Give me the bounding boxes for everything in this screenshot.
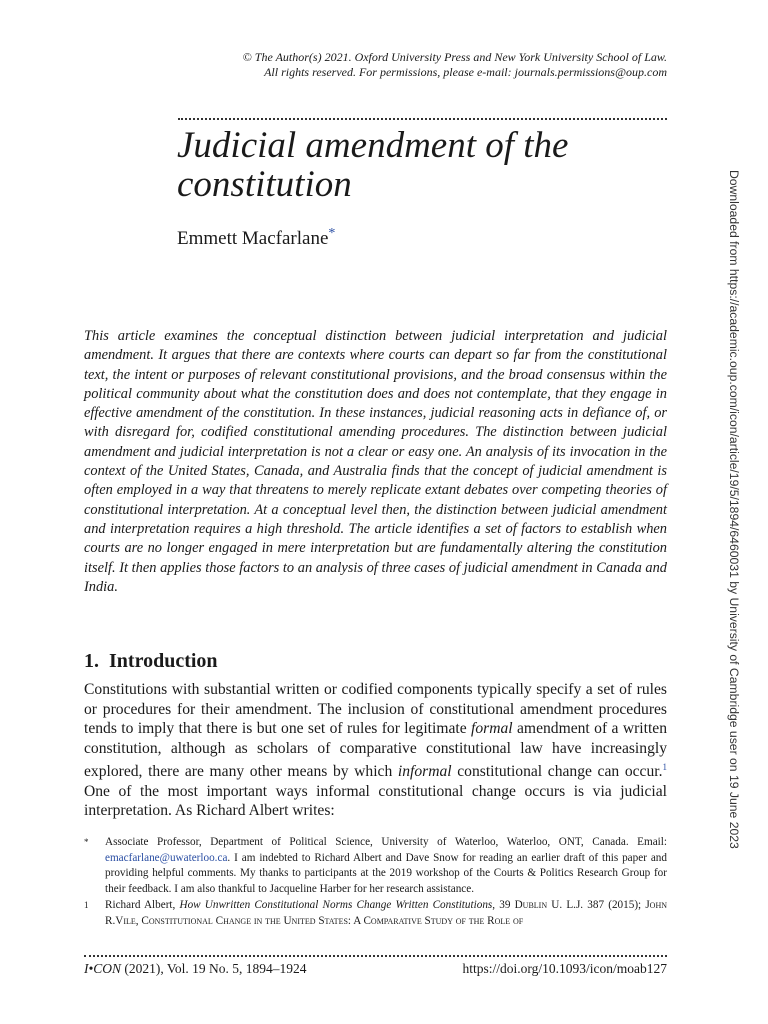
download-note: Downloaded from https://academic.oup.com/icon/article/19/5/1894/6460031 by University of Cambridge user on 19 June 2023 xyxy=(727,170,741,849)
volume-info: (2021), Vol. 19 No. 5, 1894–1924 xyxy=(120,961,307,976)
section-heading xyxy=(84,650,218,673)
footnote-cited-title: How Unwritten Constitutional Norms Change Written Constitutions xyxy=(179,899,493,912)
header-divider xyxy=(178,118,667,120)
footnotes xyxy=(84,835,667,931)
journal-abbreviation: I•CON xyxy=(84,961,121,976)
intro-emphasis-informal: informal xyxy=(397,763,452,780)
footnote-marker: * xyxy=(84,837,89,847)
section-number: 1. xyxy=(84,650,99,672)
copyright-line-1: © The Author(s) 2021. Oxford University Press and New York University School of Law. xyxy=(242,50,667,64)
intro-text-1: Constitutions with substantial written or codified components typically specify a set of rules or procedures for their amendment. The inclusion of constitutional amendment procedures tends to imply that there is but one set of rules for legitimate xyxy=(84,681,667,737)
copyright-line-2: All rights reserved. For permissions, please e-mail: journals.permissions@oup.com xyxy=(264,65,667,79)
footnote-cited-book: John R.Vile, Constitutional Change in the United States: A Comparative Study of the Role of xyxy=(105,899,667,927)
footnote-marker: 1 xyxy=(84,900,89,911)
article-title: Judicial amendment of the constitution xyxy=(177,125,569,205)
footnote-text: 387 (2015); xyxy=(583,899,646,912)
download-watermark xyxy=(727,170,747,860)
footnote-1 xyxy=(84,898,667,929)
journal-citation xyxy=(84,961,307,977)
intro-text-4: One of the most important ways informal constitutional change occurs is via judicial interpretation. As Richard Albert writes: xyxy=(84,782,667,819)
footnote-text: Richard Albert, xyxy=(105,899,180,912)
intro-text-3: constitutional change can occur. xyxy=(451,763,663,780)
author-footnote-link[interactable]: * xyxy=(328,226,336,241)
footnote-ref-1[interactable]: 1 xyxy=(662,762,667,772)
section-title: Introduction xyxy=(109,650,218,672)
author-name: Emmett Macfarlane xyxy=(177,228,329,249)
footnote-text: Associate Professor, Department of Political Science, University of Waterloo, Waterloo, ONT, Canada. Email: xyxy=(105,836,667,848)
doi-link[interactable]: https://doi.org/10.1093/icon/moab127 xyxy=(462,961,667,976)
author-email-link[interactable]: emacfarlane@uwaterloo.ca xyxy=(105,851,228,864)
footnote-journal: Dublin U. L.J. xyxy=(514,899,584,912)
footer-divider xyxy=(84,955,667,957)
author-byline xyxy=(177,226,335,250)
intro-emphasis-formal: formal xyxy=(471,720,513,737)
footnote-author xyxy=(84,835,667,897)
footnote-text: , 39 xyxy=(492,899,515,912)
abstract: This article examines the conceptual distinction between judicial interpretation and judicial amendment. It argues that there are contexts where courts can depart so far from the constitutional text, the intent or purposes of relevant constitutional provisions, and the broad consensus within the political community about what the constitution does and does not contemplate, that they engage in effective amendment of the constitution. In these instances, judicial reasoning acts in defiance of, or with disregard for, codified constitutional amending procedures. The distinction between judicial amendment and judicial interpretation is not a clear or easy one. An analysis of its invocation in the context of the United States, Canada, and Australia finds that the concept of judicial amendment is often employed in a way that threatens to merely replicate extant debates over competing theories of constitutional interpretation. At a conceptual level then, the distinction between judicial amendment and interpretation requires a high threshold. The article identifies a set of factors to establish when courts are no longer engaged in mere interpretation but are fundamentally altering the constitution itself. It then applies those factors to an analysis of three cases of judicial amendment in Canada and India. xyxy=(84,328,667,595)
footnote-text: . I am indebted to Richard Albert and Dave Snow for reading an earlier draft of this paper and providing helpful comments. My thanks to participants at the 2019 workshop of the Courts & Politics Research Group for their feedback. I am also thankful to Jacqueline Harber for her research assistance. xyxy=(105,851,667,895)
copyright-notice xyxy=(67,50,667,80)
intro-paragraph xyxy=(84,680,667,821)
intro-text-2: amendment of a written constitution, although as scholars of comparative constitutional law have increasingly explored, there are many other means by which xyxy=(84,720,668,780)
